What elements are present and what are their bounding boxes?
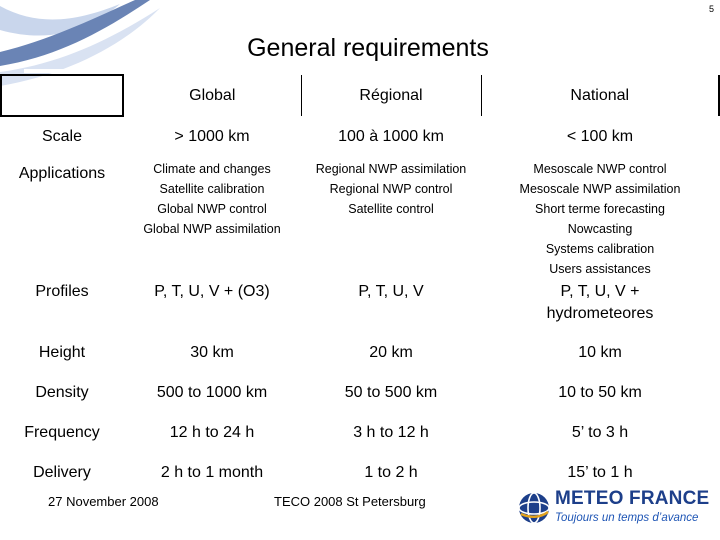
cell-regional: 50 to 500 km xyxy=(344,384,438,401)
cell-regional: 3 h to 12 h xyxy=(353,424,429,441)
list-item: Mesoscale NWP assimilation xyxy=(519,182,681,196)
row-label: Applications xyxy=(18,165,106,182)
header-global: Global xyxy=(123,75,301,116)
row-label: Profiles xyxy=(35,283,89,300)
cell-regional: 1 to 2 h xyxy=(364,464,418,481)
list-item: Regional NWP assimilation xyxy=(315,162,467,176)
table-row-height xyxy=(1,333,719,373)
list-item: Global NWP assimilation xyxy=(143,222,281,236)
title-divider xyxy=(24,69,720,73)
table-row-applications xyxy=(1,157,719,281)
cell-global xyxy=(123,157,301,281)
table-row-scale xyxy=(1,116,719,157)
header-empty-cell xyxy=(1,75,123,116)
cell-global: 500 to 1000 km xyxy=(156,384,268,401)
list-item: Mesoscale NWP control xyxy=(533,162,667,176)
cell-national: < 100 km xyxy=(566,127,634,145)
table-row-frequency xyxy=(1,413,719,453)
list-item: Nowcasting xyxy=(567,222,633,236)
row-label: Scale xyxy=(41,128,83,145)
cell-national xyxy=(481,157,719,281)
cell-national: 15’ to 1 h xyxy=(567,464,633,481)
list-item: hydrometeores xyxy=(546,305,654,322)
header-national: National xyxy=(481,75,719,116)
meteo-france-logo xyxy=(518,488,718,534)
table-row-delivery xyxy=(1,453,719,493)
list-item: P, T, U, V + xyxy=(560,283,640,300)
globe-icon xyxy=(518,492,550,524)
list-item: Short terme forecasting xyxy=(535,202,665,216)
list-item: Users assistances xyxy=(549,262,651,276)
header-regional: Régional xyxy=(301,75,481,116)
row-label: Density xyxy=(35,384,89,401)
cell-global: 12 h to 24 h xyxy=(169,424,255,441)
footer-date: 27 November 2008 xyxy=(48,494,159,509)
cell-national: 10 to 50 km xyxy=(558,384,642,401)
logo-name: METEO FRANCE xyxy=(555,488,710,509)
table-header-row xyxy=(1,75,719,116)
page-number: 5 xyxy=(708,4,714,14)
list-item: Satellite calibration xyxy=(159,182,265,196)
slide-title: General requirements xyxy=(247,34,489,62)
row-label: Height xyxy=(38,344,86,361)
table-row-density xyxy=(1,373,719,413)
cell-national: 5’ to 3 h xyxy=(571,424,629,441)
logo-tagline: Toujours un temps d’avance xyxy=(555,512,699,524)
cell-regional xyxy=(301,157,481,281)
table-row-profiles xyxy=(1,281,719,333)
cell-global: P, T, U, V + (O3) xyxy=(154,283,270,300)
cell-regional: 20 km xyxy=(369,344,413,361)
cell-national xyxy=(481,281,719,333)
cell-global: > 1000 km xyxy=(174,127,250,145)
list-item: Regional NWP control xyxy=(329,182,453,196)
list-item: Satellite control xyxy=(348,202,434,216)
footer-event: TECO 2008 St Petersburg xyxy=(274,494,426,509)
cell-regional: P, T, U, V xyxy=(358,283,424,300)
cell-national: 10 km xyxy=(578,344,622,361)
row-label: Frequency xyxy=(24,424,100,441)
list-item: Systems calibration xyxy=(545,242,655,256)
requirements-table xyxy=(0,74,720,493)
cell-regional: 100 à 1000 km xyxy=(338,127,444,145)
list-item: Global NWP control xyxy=(157,202,267,216)
cell-global: 2 h to 1 month xyxy=(160,464,264,481)
list-item: Climate and changes xyxy=(153,162,271,176)
row-label: Delivery xyxy=(33,464,91,481)
cell-global: 30 km xyxy=(190,344,234,361)
